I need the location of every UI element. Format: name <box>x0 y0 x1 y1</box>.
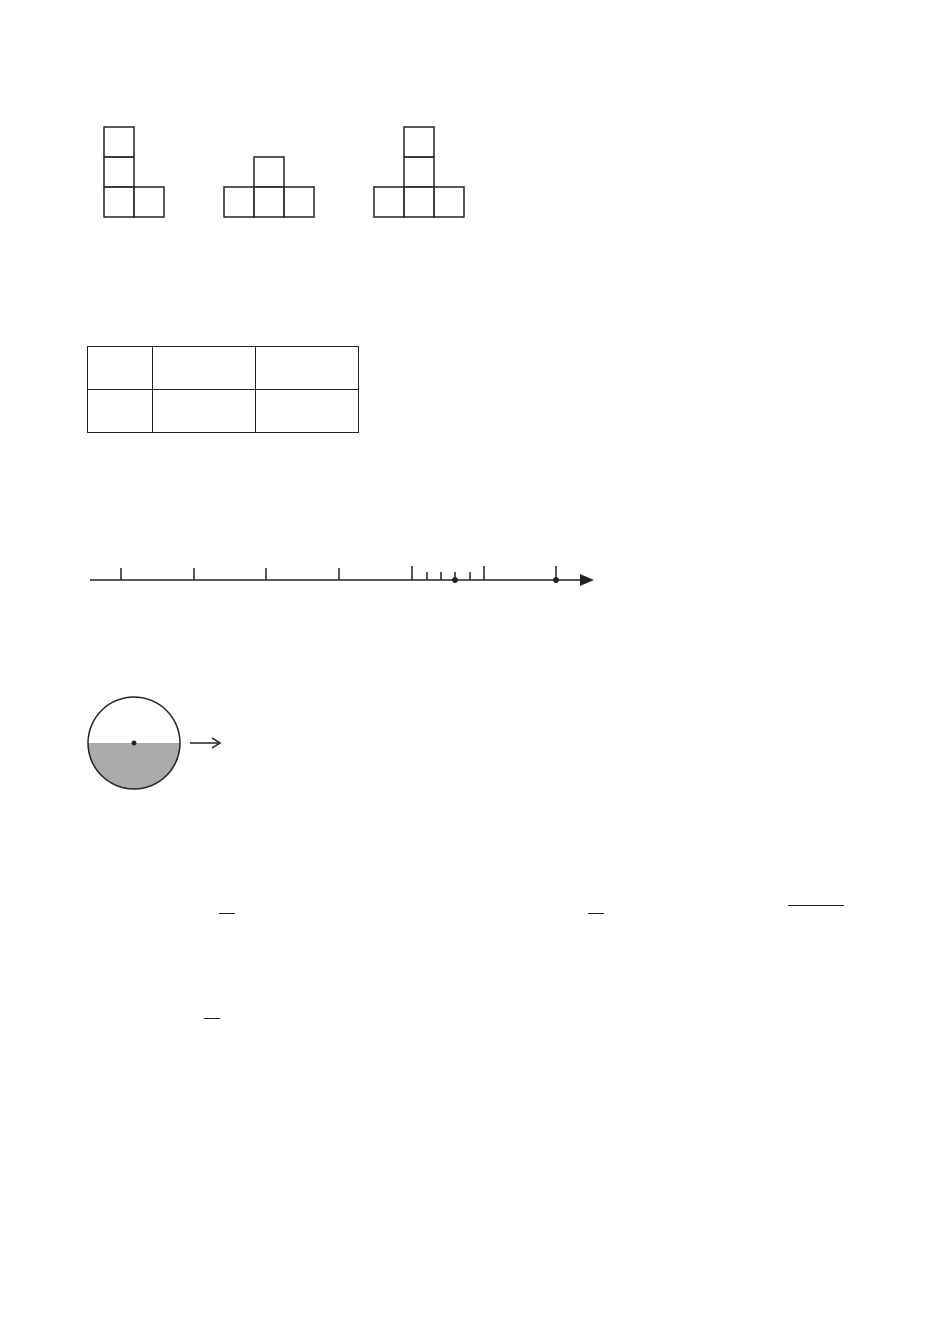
point-a-dot <box>452 577 458 583</box>
point-b-dot <box>553 577 559 583</box>
table-cell-blank <box>256 390 359 433</box>
table-header-y <box>88 390 153 433</box>
three-views-figure <box>90 120 490 225</box>
xy-table <box>87 346 359 433</box>
fraction-blank[interactable] <box>788 903 844 908</box>
table-cell <box>153 390 256 433</box>
shaded-half-circle <box>88 743 180 789</box>
fraction-three-quarters <box>219 911 235 916</box>
fraction-one-quarter <box>588 911 604 916</box>
table-header-x <box>88 347 153 390</box>
table-row <box>88 347 359 390</box>
circle-rearrange-figure <box>86 695 396 795</box>
table-row <box>88 390 359 433</box>
table-cell <box>256 347 359 390</box>
arrow-icon <box>190 738 220 748</box>
number-line-figure <box>88 536 600 616</box>
fraction-one-quarter-2 <box>204 1016 220 1021</box>
table-cell <box>153 347 256 390</box>
arrowhead <box>580 574 594 586</box>
